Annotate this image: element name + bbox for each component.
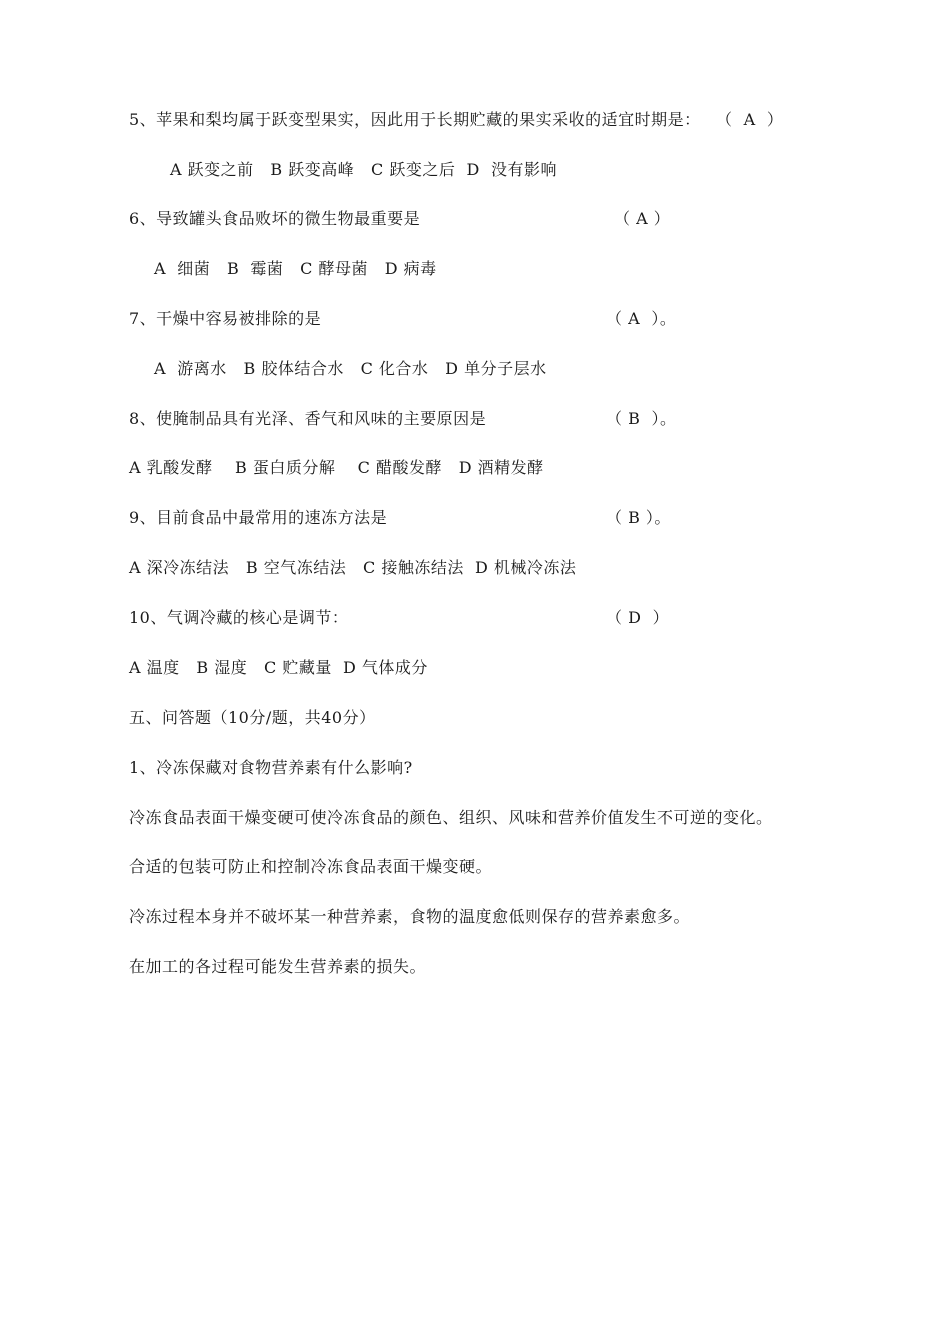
section-title: 五、问答题（10分/题，共40分） bbox=[129, 708, 376, 727]
question-5-stem: 5、苹果和梨均属于跃变型果实，因此用于长期贮藏的果实采收的适宜时期是： bbox=[129, 110, 701, 129]
question-10-stem: 10、气调冷藏的核心是调节： bbox=[129, 608, 349, 627]
question-7-options: A 游离水 B 胶体结合水 C 化合水 D 单分子层水 bbox=[154, 359, 547, 378]
question-7-answer: （ A ）。 bbox=[606, 309, 677, 328]
answer-paragraph-3: 冷冻过程本身并不破坏某一种营养素，食物的温度愈低则保存的营养素愈多。 bbox=[129, 907, 691, 926]
question-5-answer: （ A ） bbox=[716, 110, 784, 129]
question-6-stem: 6、导致罐头食品败坏的微生物最重要是 bbox=[129, 209, 421, 228]
question-5-options: A 跃变之前 B 跃变高峰 C 跃变之后 D 没有影响 bbox=[170, 160, 558, 179]
question-9-answer: （ B ）。 bbox=[606, 508, 671, 527]
question-7-stem: 7、干燥中容易被排除的是 bbox=[129, 309, 322, 328]
question-10-options: A 温度 B 湿度 C 贮藏量 D 气体成分 bbox=[129, 658, 428, 677]
answer-paragraph-2: 合适的包装可防止和控制冷冻食品表面干燥变硬。 bbox=[129, 857, 493, 876]
question-6-answer: （ A ） bbox=[614, 209, 671, 228]
question-9-stem: 9、目前食品中最常用的速冻方法是 bbox=[129, 508, 388, 527]
answer-paragraph-1: 冷冻食品表面干燥变硬可使冷冻食品的颜色、组织、风味和营养价值发生不可逆的变化。 bbox=[129, 808, 773, 827]
question-10-answer: （ D ） bbox=[606, 608, 670, 627]
question-8-stem: 8、使腌制品具有光泽、香气和风味的主要原因是 bbox=[129, 409, 487, 428]
question-9-options: A 深冷冻结法 B 空气冻结法 C 接触冻结法 D 机械冷冻法 bbox=[129, 558, 577, 577]
answer-paragraph-4: 在加工的各过程可能发生营养素的损失。 bbox=[129, 957, 427, 976]
question-8-options: A 乳酸发酵 B 蛋白质分解 C 醋酸发酵 D 酒精发酵 bbox=[129, 458, 544, 477]
question-6-options: A 细菌 B 霉菌 C 酵母菌 D 病毒 bbox=[154, 259, 437, 278]
question-8-answer: （ B ）。 bbox=[606, 409, 677, 428]
essay-question-1: 1、冷冻保藏对食物营养素有什么影响? bbox=[129, 758, 413, 777]
